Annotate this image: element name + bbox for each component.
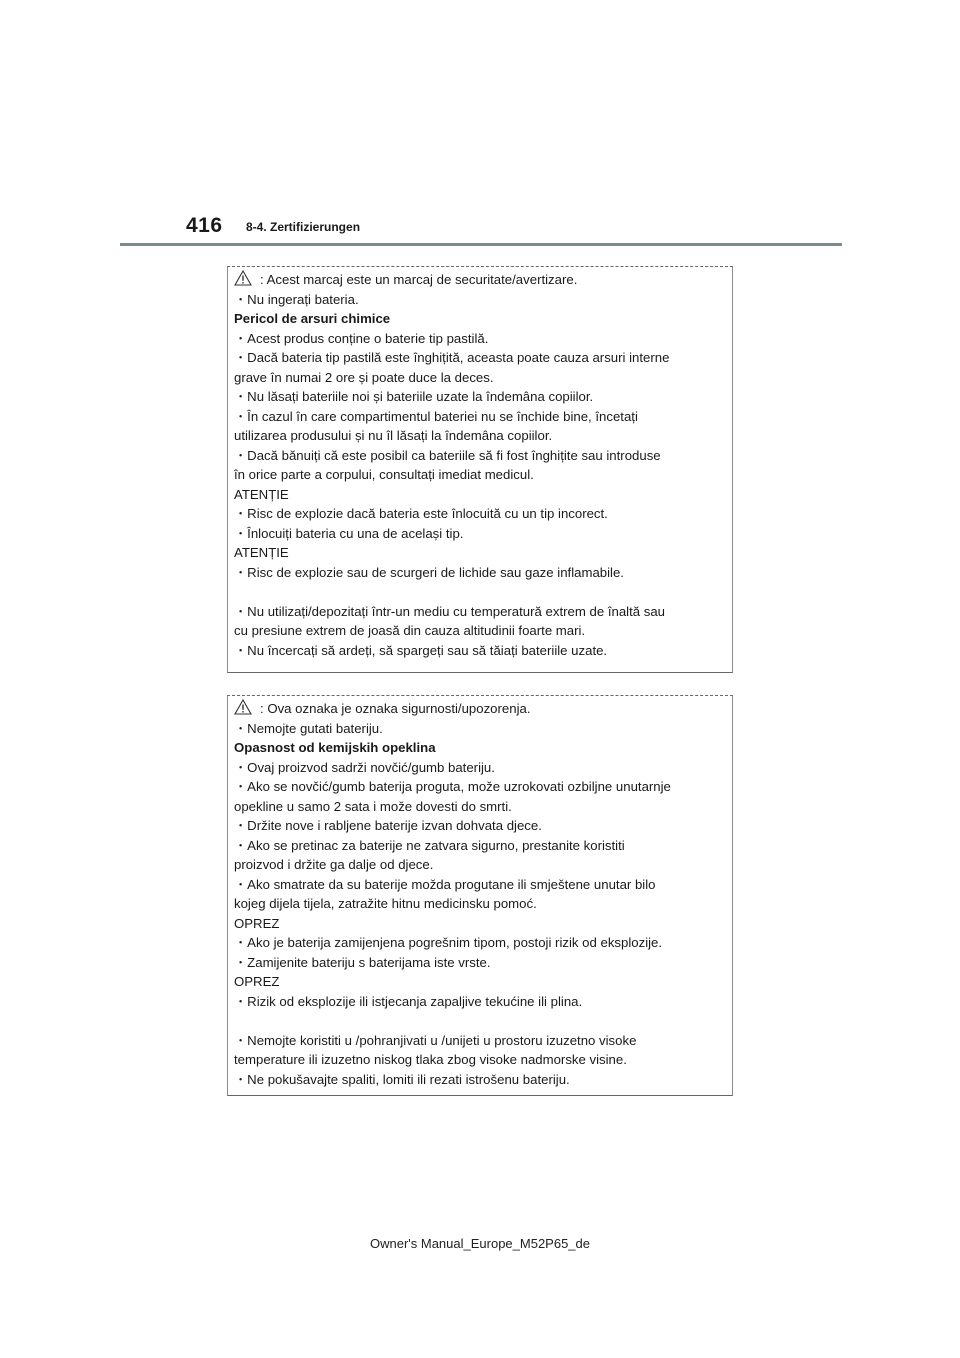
romanian-text-line: ・Nu ingerați bateria.: [234, 291, 359, 307]
croatian-text-line: ・Ako se novčić/gumb baterija proguta, može uzrokovati ozbiljne unutarnje: [234, 779, 671, 794]
romanian-text-line: ・Înlocuiți bateria cu una de același tip.: [234, 525, 464, 541]
croatian-warning-line: [234, 699, 728, 719]
croatian-text-line: OPREZ: [234, 974, 280, 989]
croatian-text-line: ・Ako smatrate da su baterije možda progutane ili smještene unutar bilo: [234, 876, 656, 892]
page-number: 416: [186, 214, 223, 237]
croatian-warning-text: : Ova oznaka je oznaka sigurnosti/upozorenja.: [260, 701, 531, 716]
header-rule: [120, 243, 842, 246]
romanian-warning-line: [234, 270, 728, 290]
romanian-text-line: ATENȚIE: [234, 486, 289, 502]
romanian-text-line: grave în numai 2 ore și poate duce la deces.: [234, 369, 494, 385]
romanian-text-line: ・Dacă bănuiți că este posibil ca bateriile să fi fost înghițite sau introduse: [234, 447, 661, 463]
croatian-text-line: ・Rizik od eksplozije ili istjecanja zapaljive tekućine ili plina.: [234, 993, 583, 1009]
romanian-text-line: ・Nu lăsați bateriile noi și bateriile uzate la îndemâna copiilor.: [234, 389, 594, 404]
romanian-text-line: ・În cazul în care compartimentul bateriei nu se închide bine, încetați: [234, 408, 638, 424]
romanian-text-line: ・Risc de explozie sau de scurgeri de lichide sau gaze inflamabile.: [234, 564, 624, 580]
romanian-text-line: utilizarea produsului și nu îl lăsați la îndemâna copiilor.: [234, 428, 553, 443]
croatian-text-line: OPREZ: [234, 915, 280, 931]
croatian-warning-box: [227, 695, 733, 1096]
croatian-text-line: temperature ili izuzetno niskog tlaka zbog visoke nadmorske visine.: [234, 1052, 627, 1067]
croatian-text-line: opekline u samo 2 sata i može dovesti do smrti.: [234, 798, 512, 814]
romanian-text-line: [234, 582, 728, 602]
croatian-text-line: [234, 1011, 728, 1031]
romanian-warning-box: [227, 266, 733, 673]
croatian-text-line: ・Zamijenite bateriju s baterijama iste vrste.: [234, 954, 491, 970]
croatian-text-line: ・Nemojte gutati bateriju.: [234, 720, 383, 736]
romanian-text-line: ・Acest produs conține o baterie tip pastilă.: [234, 330, 489, 346]
croatian-text-line: proizvod i držite ga dalje od djece.: [234, 857, 434, 872]
section-title: 8-4. Zertifizierungen: [246, 220, 361, 234]
romanian-text-line: ・Nu încercați să ardeți, să spargeți sau să tăiați bateriile uzate.: [234, 642, 608, 658]
romanian-text-line: ・Nu utilizați/depozitați într-un mediu cu temperatură extrem de înaltă sau: [234, 603, 666, 619]
croatian-text-block: [234, 719, 728, 1090]
romanian-warning-text: : Acest marcaj este un marcaj de securitate/avertizare.: [260, 272, 578, 287]
romanian-text-line: ・Dacă bateria tip pastilă este înghițită, aceasta poate cauza arsuri interne: [234, 350, 670, 365]
footer-text: Owner's Manual_Europe_M52P65_de: [369, 1236, 590, 1251]
croatian-text-line: kojeg dijela tijela, zatražite hitnu medicinsku pomoć.: [234, 896, 537, 911]
romanian-text-line: Pericol de arsuri chimice: [234, 311, 391, 326]
warning-triangle-icon: [234, 270, 252, 286]
warning-triangle-icon: [234, 699, 252, 715]
romanian-text-line: în orice parte a corpului, consultați imediat medicul.: [234, 467, 534, 482]
romanian-text-block: [234, 290, 728, 661]
croatian-text-line: ・Ne pokušavajte spaliti, lomiti ili rezati istrošenu bateriju.: [234, 1071, 570, 1087]
croatian-text-line: ・Ako je baterija zamijenjena pogrešnim tipom, postoji rizik od eksplozije.: [234, 935, 663, 950]
croatian-text-line: Opasnost od kemijskih opeklina: [234, 740, 436, 755]
romanian-text-line: ・Risc de explozie dacă bateria este înlocuită cu un tip incorect.: [234, 506, 608, 521]
croatian-text-line: ・Nemojte koristiti u /pohranjivati u /unijeti u prostoru izuzetno visoke: [234, 1032, 637, 1048]
romanian-text-line: ATENȚIE: [234, 545, 289, 560]
croatian-text-line: ・Ovaj proizvod sadrži novčić/gumb bateriju.: [234, 759, 495, 775]
croatian-text-line: ・Ako se pretinac za baterije ne zatvara sigurno, prestanite koristiti: [234, 837, 625, 853]
romanian-text-line: cu presiune extrem de joasă din cauza altitudinii foarte mari.: [234, 623, 586, 638]
croatian-text-line: ・Držite nove i rabljene baterije izvan dohvata djece.: [234, 818, 542, 833]
